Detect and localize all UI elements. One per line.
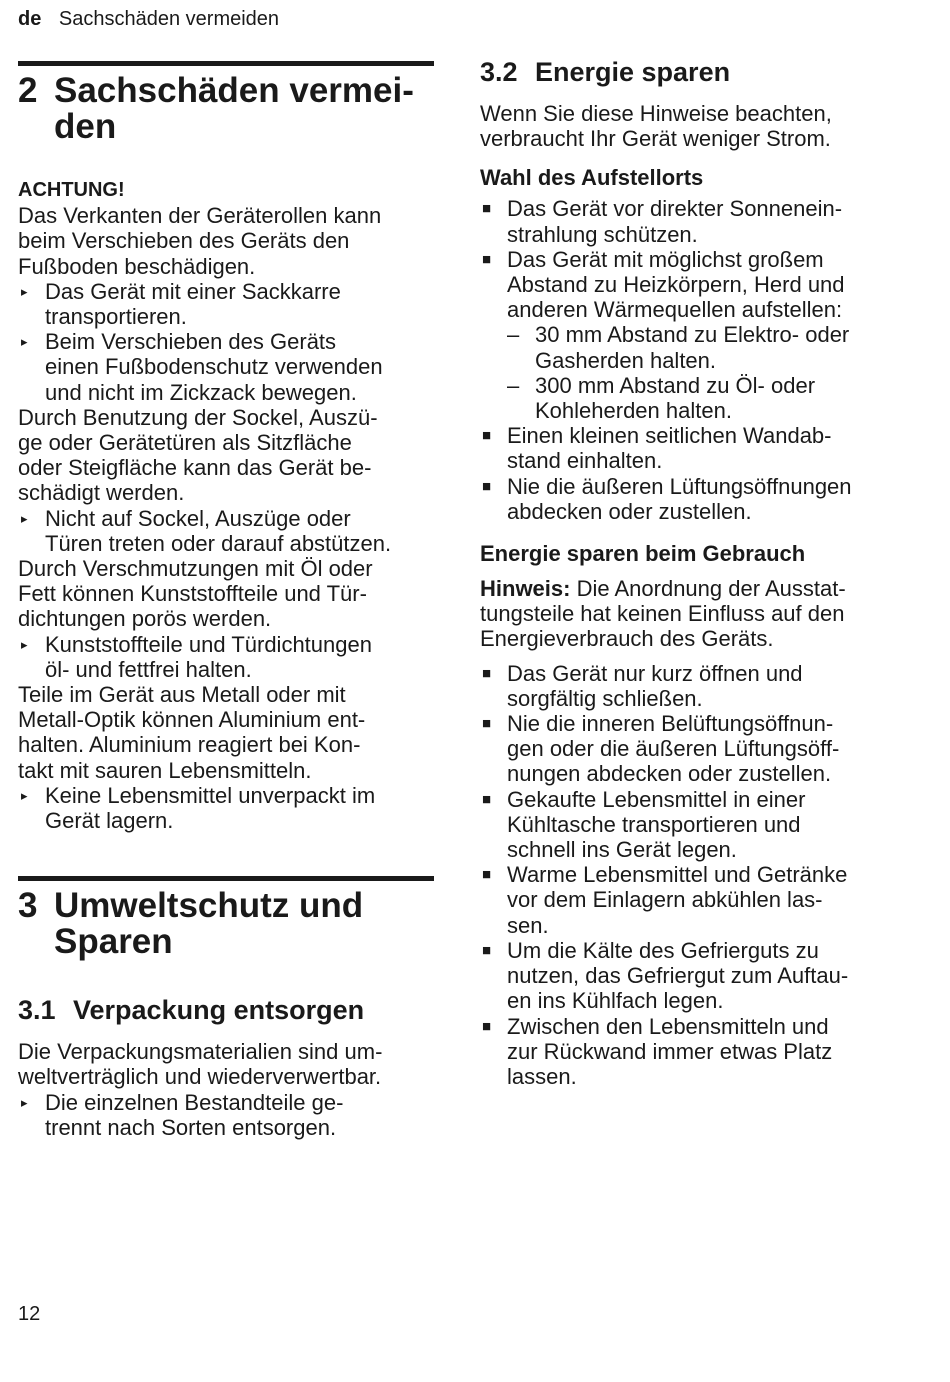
- sub-heading: Energie sparen beim Gebrauch: [480, 541, 806, 567]
- paragraph: [18, 203, 434, 279]
- text-line: strahlung schützen.: [507, 221, 698, 247]
- text-line: Das Gerät mit möglichst großem: [507, 246, 824, 272]
- section-rule: [18, 61, 434, 66]
- text-line: schädigt werden.: [18, 480, 185, 506]
- square-bullet-icon: ■: [482, 200, 492, 218]
- text-line: Nie die inneren Belüftungsöffnun-: [507, 711, 834, 737]
- text-line: Die Anordnung der Ausstat-: [570, 576, 846, 602]
- text-line: 30 mm Abstand zu Elektro- oder: [535, 322, 850, 348]
- text-line: Durch Verschmutzungen mit Öl oder: [18, 556, 373, 582]
- list-item: [480, 423, 910, 473]
- text-line: lassen.: [507, 1063, 577, 1089]
- text-line: transportieren.: [45, 304, 187, 330]
- text-line: oder Steigfläche kann das Gerät be-: [18, 455, 372, 481]
- right-column: [480, 0, 910, 1089]
- text-line: und nicht im Zickzack bewegen.: [45, 379, 357, 405]
- section-title-line: Sachschäden vermei-: [54, 71, 414, 110]
- list-item: [480, 474, 910, 524]
- subsection-title: Energie sparen: [535, 57, 731, 87]
- text-line: beim Verschieben des Geräts den: [18, 228, 350, 254]
- text-line: nungen abdecken oder zustellen.: [507, 761, 832, 787]
- text-line: Um die Kälte des Gefrierguts zu: [507, 937, 819, 963]
- list-item: [480, 661, 910, 711]
- dash-bullet-icon: –: [507, 372, 520, 398]
- text-line: 300 mm Abstand zu Öl- oder: [535, 372, 816, 398]
- text-line: Energieverbrauch des Geräts.: [480, 626, 774, 652]
- header-title: Sachschäden vermeiden: [58, 8, 280, 30]
- instruction-step: [18, 506, 434, 556]
- triangle-bullet-icon: ▸: [21, 334, 28, 350]
- text-line: ge oder Gerätetüren als Sitzfläche: [18, 430, 352, 456]
- square-bullet-icon: ■: [482, 790, 492, 808]
- triangle-bullet-icon: ▸: [21, 1094, 28, 1110]
- text-line: Beim Verschieben des Geräts: [45, 329, 337, 355]
- section-3-1-heading: [18, 994, 434, 1026]
- list-item: [480, 711, 910, 787]
- text-line: Wenn Sie diese Hinweise beachten,: [480, 101, 832, 126]
- text-line: anderen Wärmequellen aufstellen:: [507, 297, 843, 323]
- section-2-heading: [18, 73, 434, 145]
- subsection-number: 3.1: [18, 995, 56, 1026]
- text-line: Das Gerät mit einer Sackkarre: [45, 278, 341, 304]
- text-line: Kühltasche transportieren und: [507, 811, 801, 837]
- note-label: Hinweis:: [480, 576, 571, 602]
- list-item: [480, 247, 910, 323]
- paragraph: [480, 101, 910, 151]
- text-line: nutzen, das Gefriergut zum Auftau-: [507, 963, 849, 989]
- list-item: [480, 938, 910, 1014]
- warning-label: ACHTUNG!: [18, 179, 125, 201]
- note-paragraph: [480, 576, 910, 652]
- text-line: Nicht auf Sockel, Auszüge oder: [45, 505, 351, 531]
- subsection-number: 3.2: [480, 57, 518, 87]
- instruction-step: [18, 1090, 434, 1140]
- section-number: 2: [18, 71, 38, 110]
- text-line: Gekaufte Lebensmittel in einer: [507, 786, 806, 812]
- text-line: halten. Aluminium reagiert bei Kon-: [18, 732, 361, 758]
- sub-heading: Wahl des Aufstellorts: [480, 165, 704, 191]
- triangle-bullet-icon: ▸: [21, 787, 28, 803]
- square-bullet-icon: ■: [482, 427, 492, 445]
- text-line: zur Rückwand immer etwas Platz: [507, 1038, 833, 1064]
- paragraph: [18, 556, 434, 632]
- square-bullet-icon: ■: [482, 866, 492, 884]
- text-line: verbraucht Ihr Gerät weniger Strom.: [480, 126, 831, 152]
- text-line: öl- und fettfrei halten.: [45, 656, 252, 682]
- text-line: Die Verpackungsmaterialien sind um-: [18, 1039, 383, 1065]
- text-line: Durch Benutzung der Sockel, Auszü-: [18, 404, 378, 430]
- list-item: [480, 787, 910, 863]
- text-line: Zwischen den Lebensmitteln und: [507, 1013, 829, 1039]
- triangle-bullet-icon: ▸: [21, 636, 28, 652]
- square-bullet-icon: ■: [482, 715, 492, 733]
- instruction-step: [18, 783, 434, 833]
- text-line: sorgfältig schließen.: [507, 685, 703, 711]
- square-bullet-icon: ■: [482, 1017, 492, 1035]
- language-code: de: [18, 8, 42, 30]
- text-line: Teile im Gerät aus Metall oder mit: [18, 682, 346, 708]
- section-title-line: Umweltschutz und: [54, 886, 364, 926]
- text-line: Das Gerät vor direkter Sonnenein-: [507, 196, 843, 222]
- dash-bullet-icon: –: [507, 322, 520, 348]
- text-line: Nie die äußeren Lüftungsöffnungen: [507, 473, 852, 499]
- text-line: Fußboden beschädigen.: [18, 253, 256, 279]
- square-bullet-icon: ■: [482, 250, 492, 268]
- text-line: Keine Lebensmittel unverpackt im: [45, 782, 376, 808]
- list-item: [480, 1014, 910, 1090]
- section-number: 3: [18, 886, 38, 926]
- section-rule: [18, 876, 434, 881]
- text-line: Kohleherden halten.: [535, 398, 732, 424]
- text-line: en ins Kühlfach legen.: [507, 988, 724, 1014]
- text-line: Die einzelnen Bestandteile ge-: [45, 1089, 344, 1115]
- text-line: Fett können Kunststoffteile und Tür-: [18, 581, 367, 607]
- text-line: vor dem Einlagern abkühlen las-: [507, 887, 823, 913]
- square-bullet-icon: ■: [482, 664, 492, 682]
- section-3-heading: [18, 888, 434, 960]
- triangle-bullet-icon: ▸: [21, 283, 28, 299]
- text-line: gen oder die äußeren Lüftungsöff-: [507, 736, 840, 762]
- text-line: Abstand zu Heizkörpern, Herd und: [507, 272, 845, 298]
- text-line: Das Verkanten der Geräterollen kann: [18, 203, 382, 229]
- square-bullet-icon: ■: [482, 477, 492, 495]
- text-line: trennt nach Sorten entsorgen.: [45, 1114, 337, 1140]
- text-line: schnell ins Gerät legen.: [507, 837, 737, 863]
- text-line: Einen kleinen seitlichen Wandab-: [507, 423, 832, 449]
- text-line: weltverträglich und wiederverwertbar.: [18, 1064, 382, 1090]
- text-line: Gasherden halten.: [535, 347, 717, 373]
- section-title-line: Sparen: [54, 922, 173, 962]
- paragraph: [18, 1039, 434, 1089]
- instruction-step: [18, 632, 434, 682]
- instruction-step: [18, 329, 434, 405]
- paragraph: [18, 682, 434, 783]
- list-item: [480, 196, 910, 246]
- left-column: [18, 0, 434, 1140]
- square-bullet-icon: ■: [482, 941, 492, 959]
- text-line: tungsteile hat keinen Einfluss auf den: [480, 601, 845, 627]
- text-line: Türen treten oder darauf abstützen.: [45, 530, 392, 556]
- text-line: takt mit sauren Lebensmitteln.: [18, 757, 312, 783]
- instruction-step: [18, 279, 434, 329]
- text-line: einen Fußbodenschutz verwenden: [45, 354, 383, 380]
- text-line: abdecken oder zustellen.: [507, 498, 752, 524]
- paragraph: [18, 405, 434, 506]
- text-line: dichtungen porös werden.: [18, 606, 272, 632]
- subsection-title: Verpackung entsorgen: [73, 995, 365, 1026]
- text-line: Metall-Optik können Aluminium ent-: [18, 707, 366, 733]
- text-line: Kunststoffteile und Türdichtungen: [45, 631, 372, 657]
- section-3-2-heading: [480, 56, 910, 88]
- text-line: sen.: [507, 912, 549, 938]
- section-title-line: den: [54, 107, 117, 146]
- triangle-bullet-icon: ▸: [21, 510, 28, 526]
- text-line: Gerät lagern.: [45, 808, 174, 834]
- page-number: 12: [18, 1303, 41, 1325]
- text-line: Warme Lebensmittel und Getränke: [507, 862, 848, 888]
- sub-list-item: [480, 322, 910, 372]
- text-line: stand einhalten.: [507, 448, 663, 474]
- sub-list-item: [480, 373, 910, 423]
- list-item: [480, 862, 910, 938]
- text-line: Das Gerät nur kurz öffnen und: [507, 660, 803, 686]
